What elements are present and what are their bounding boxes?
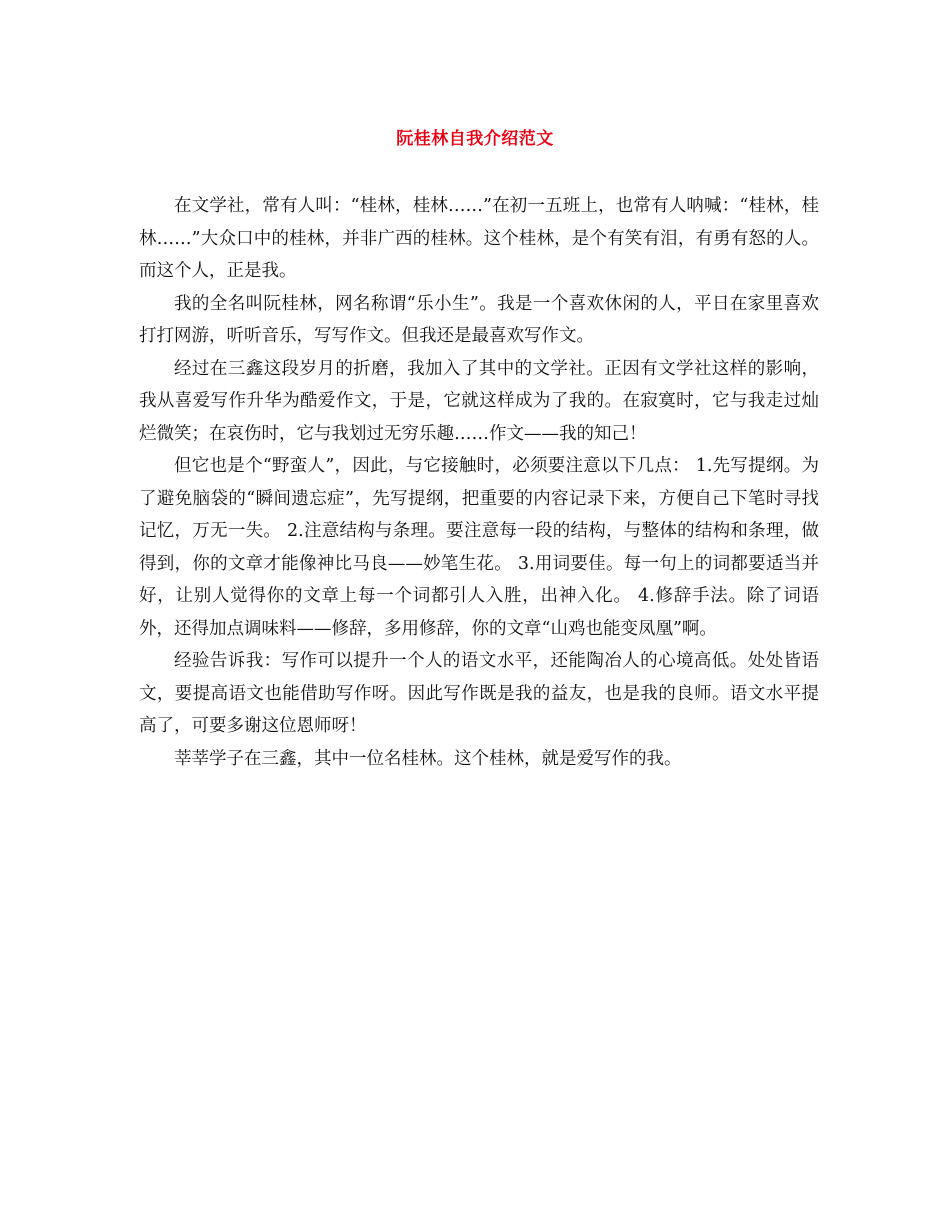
paragraph-4: 但它也是个“野蛮人”，因此，与它接触时，必须要注意以下几点： 1.先写提纲。为了避免脑袋的“瞬间遗忘症”，先写提纲，把重要的内容记录下来，方便自己下笔时寻找记忆，万无一失。 2.注意结构与条理。要注意每一段的结构，与整体的结构和条理，做得到，你的文章才能像神比马良——妙笔生花。 3.用词要佳。每一句上的词都要适当并好，让别人觉得你的文章上每一个词都引人入胜，出神入化。 4.修辞手法。除了词语外，还得加点调味料——修辞，多用修辞，你的文章“山鸡也能变凤凰”啊。: [139, 456, 819, 639]
paragraph-2: 我的全名叫阮桂林，网名称谓“乐小生”。我是一个喜欢休闲的人，平日在家里喜欢打打网游，听听音乐，写写作文。但我还是最喜欢写作文。: [139, 293, 819, 346]
paragraph-6: 莘莘学子在三鑫，其中一位名桂林。这个桂林，就是爱写作的我。: [174, 748, 682, 769]
paragraph-5: 经验告诉我：写作可以提升一个人的语文水平，还能陶冶人的心境高低。处处皆语文，要提高语文也能借助写作呀。因此写作既是我的益友，也是我的良师。语文水平提高了，可要多谢这位恩师呀！: [139, 651, 819, 736]
document-title: 阮桂林自我介绍范文: [396, 129, 554, 149]
paragraph-1: 在文学社，常有人叫：“桂林，桂林……”在初一五班上，也常有人呐喊：“桂林，桂林……”大众口中的桂林，并非广西的桂林。这个桂林，是个有笑有泪，有勇有怒的人。而这个人，正是我。: [139, 196, 819, 281]
document-body: [139, 190, 819, 775]
paragraph-3: 经过在三鑫这段岁月的折磨，我加入了其中的文学社。正因有文学社这样的影响，我从喜爱写作升华为酷爱作文，于是，它就这样成为了我的。在寂寞时，它与我走过灿烂微笑；在哀伤时，它与我划过无穷乐趣……作文——我的知己！: [139, 358, 819, 444]
